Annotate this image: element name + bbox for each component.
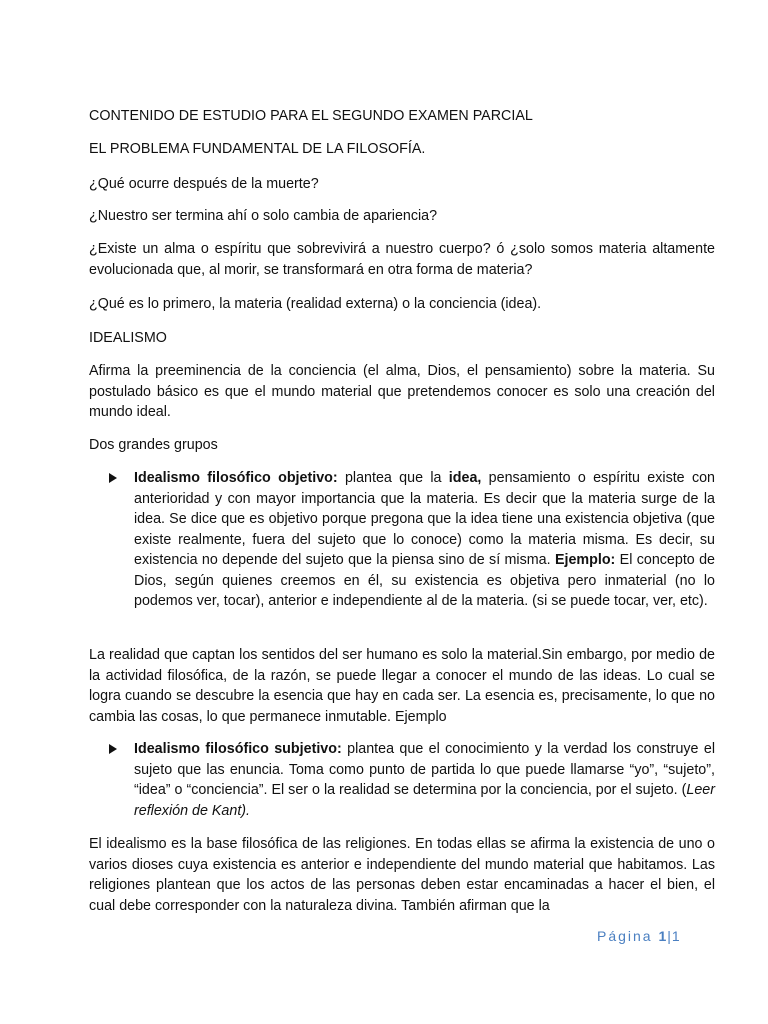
- arrow-bullet-icon: [109, 473, 117, 483]
- bullet-objective: [89, 468, 715, 612]
- question-1: ¿Qué ocurre después de la muerte?: [89, 176, 319, 192]
- bullet-subjective-italic: Leer reflexión de Kant).: [134, 782, 715, 819]
- bullet-subjective-term: Idealismo filosófico subjetivo:: [134, 741, 342, 757]
- bullet-subjective-text: [134, 739, 715, 821]
- groups-heading: Dos grandes grupos: [89, 437, 218, 453]
- bullet-objective-idea: idea,: [448, 470, 482, 486]
- paragraph-2: La realidad que captan los sentidos del ser humano es solo la material.Sin embargo, por medio de la actividad filosófica, de la razón, se puede llegar a conocer el mundo de las ideas. Lo cual se logra cuando se descubre la esencia que hay en cada ser. La esencia es, precisamente, lo que no cambia las cosas, lo que permanece inmutable. Ejemplo: [89, 647, 715, 725]
- bullet-objective-term: Idealismo filosófico objetivo:: [134, 470, 338, 486]
- bullet-subjective-text-a: plantea que el conocimiento y la verdad los construye el sujeto que las enuncia. Toma como punto de partida lo que puede llamarse “yo”, “sujeto”, “idea” o “conciencia”. El ser o la realidad se determina por la conciencia, por el sujeto. (: [134, 741, 715, 798]
- bullet-objective-text-a: plantea que la: [337, 470, 449, 486]
- bullet-objective-example-label: Ejemplo:: [554, 552, 616, 568]
- document-subtitle: EL PROBLEMA FUNDAMENTAL DE LA FILOSOFÍA.: [89, 141, 426, 157]
- bullet-objective-text: [134, 468, 715, 612]
- bullet-subjective: [89, 739, 715, 821]
- bullet-objective-text-c: El concepto de Dios, según quienes creemos en él, su existencia es objetiva pero inmaterial (no lo podemos ver, tocar), anterior e independiente al de la materia. (si se puede tocar, ver, etc).: [134, 552, 715, 609]
- page-total: 1: [671, 928, 681, 944]
- page-separator: |: [667, 928, 672, 944]
- page-footer: [597, 926, 681, 947]
- document-title: CONTENIDO DE ESTUDIO PARA EL SEGUNDO EXAMEN PARCIAL: [89, 108, 533, 124]
- bullet-objective-text-b: pensamiento o espíritu existe con anterioridad y con mayor importancia que la materia. Es decir que la materia surge de la idea. Se dice que es objetivo porque pregona que la idea tiene una existencia objetiva (que existe realmente, fuera del sujeto que lo conoce) como la materia misma. Es decir, su existencia no depende del sujeto que la piensa sino de sí misma.: [134, 470, 715, 568]
- intro-paragraph: Afirma la preeminencia de la conciencia (el alma, Dios, el pensamiento) sobre la materia. Su postulado básico es que el mundo material que pretendemos conocer es solo una creación del mundo ideal.: [89, 363, 715, 420]
- question-3: ¿Existe un alma o espíritu que sobrevivirá a nuestro cuerpo? ó ¿solo somos materia altamente evolucionada que, al morir, se transformará en otra forma de materia?: [89, 241, 715, 278]
- question-4: ¿Qué es lo primero, la materia (realidad externa) o la conciencia (idea).: [89, 296, 542, 312]
- question-2: ¿Nuestro ser termina ahí o solo cambia de apariencia?: [89, 208, 438, 224]
- paragraph-3: El idealismo es la base filosófica de las religiones. En todas ellas se afirma la existencia de uno o varios dioses cuya existencia es anterior e independiente del mundo material que habitamos. Las religiones plantean que los actos de las personas deben estar encaminadas a hacer el bien, el cual debe corresponder con la naturaleza divina. También afirman que la: [89, 836, 715, 914]
- page-number: 1: [658, 928, 668, 944]
- section-heading: IDEALISMO: [89, 330, 167, 346]
- page-label: Página: [597, 928, 653, 944]
- arrow-bullet-icon: [109, 744, 117, 754]
